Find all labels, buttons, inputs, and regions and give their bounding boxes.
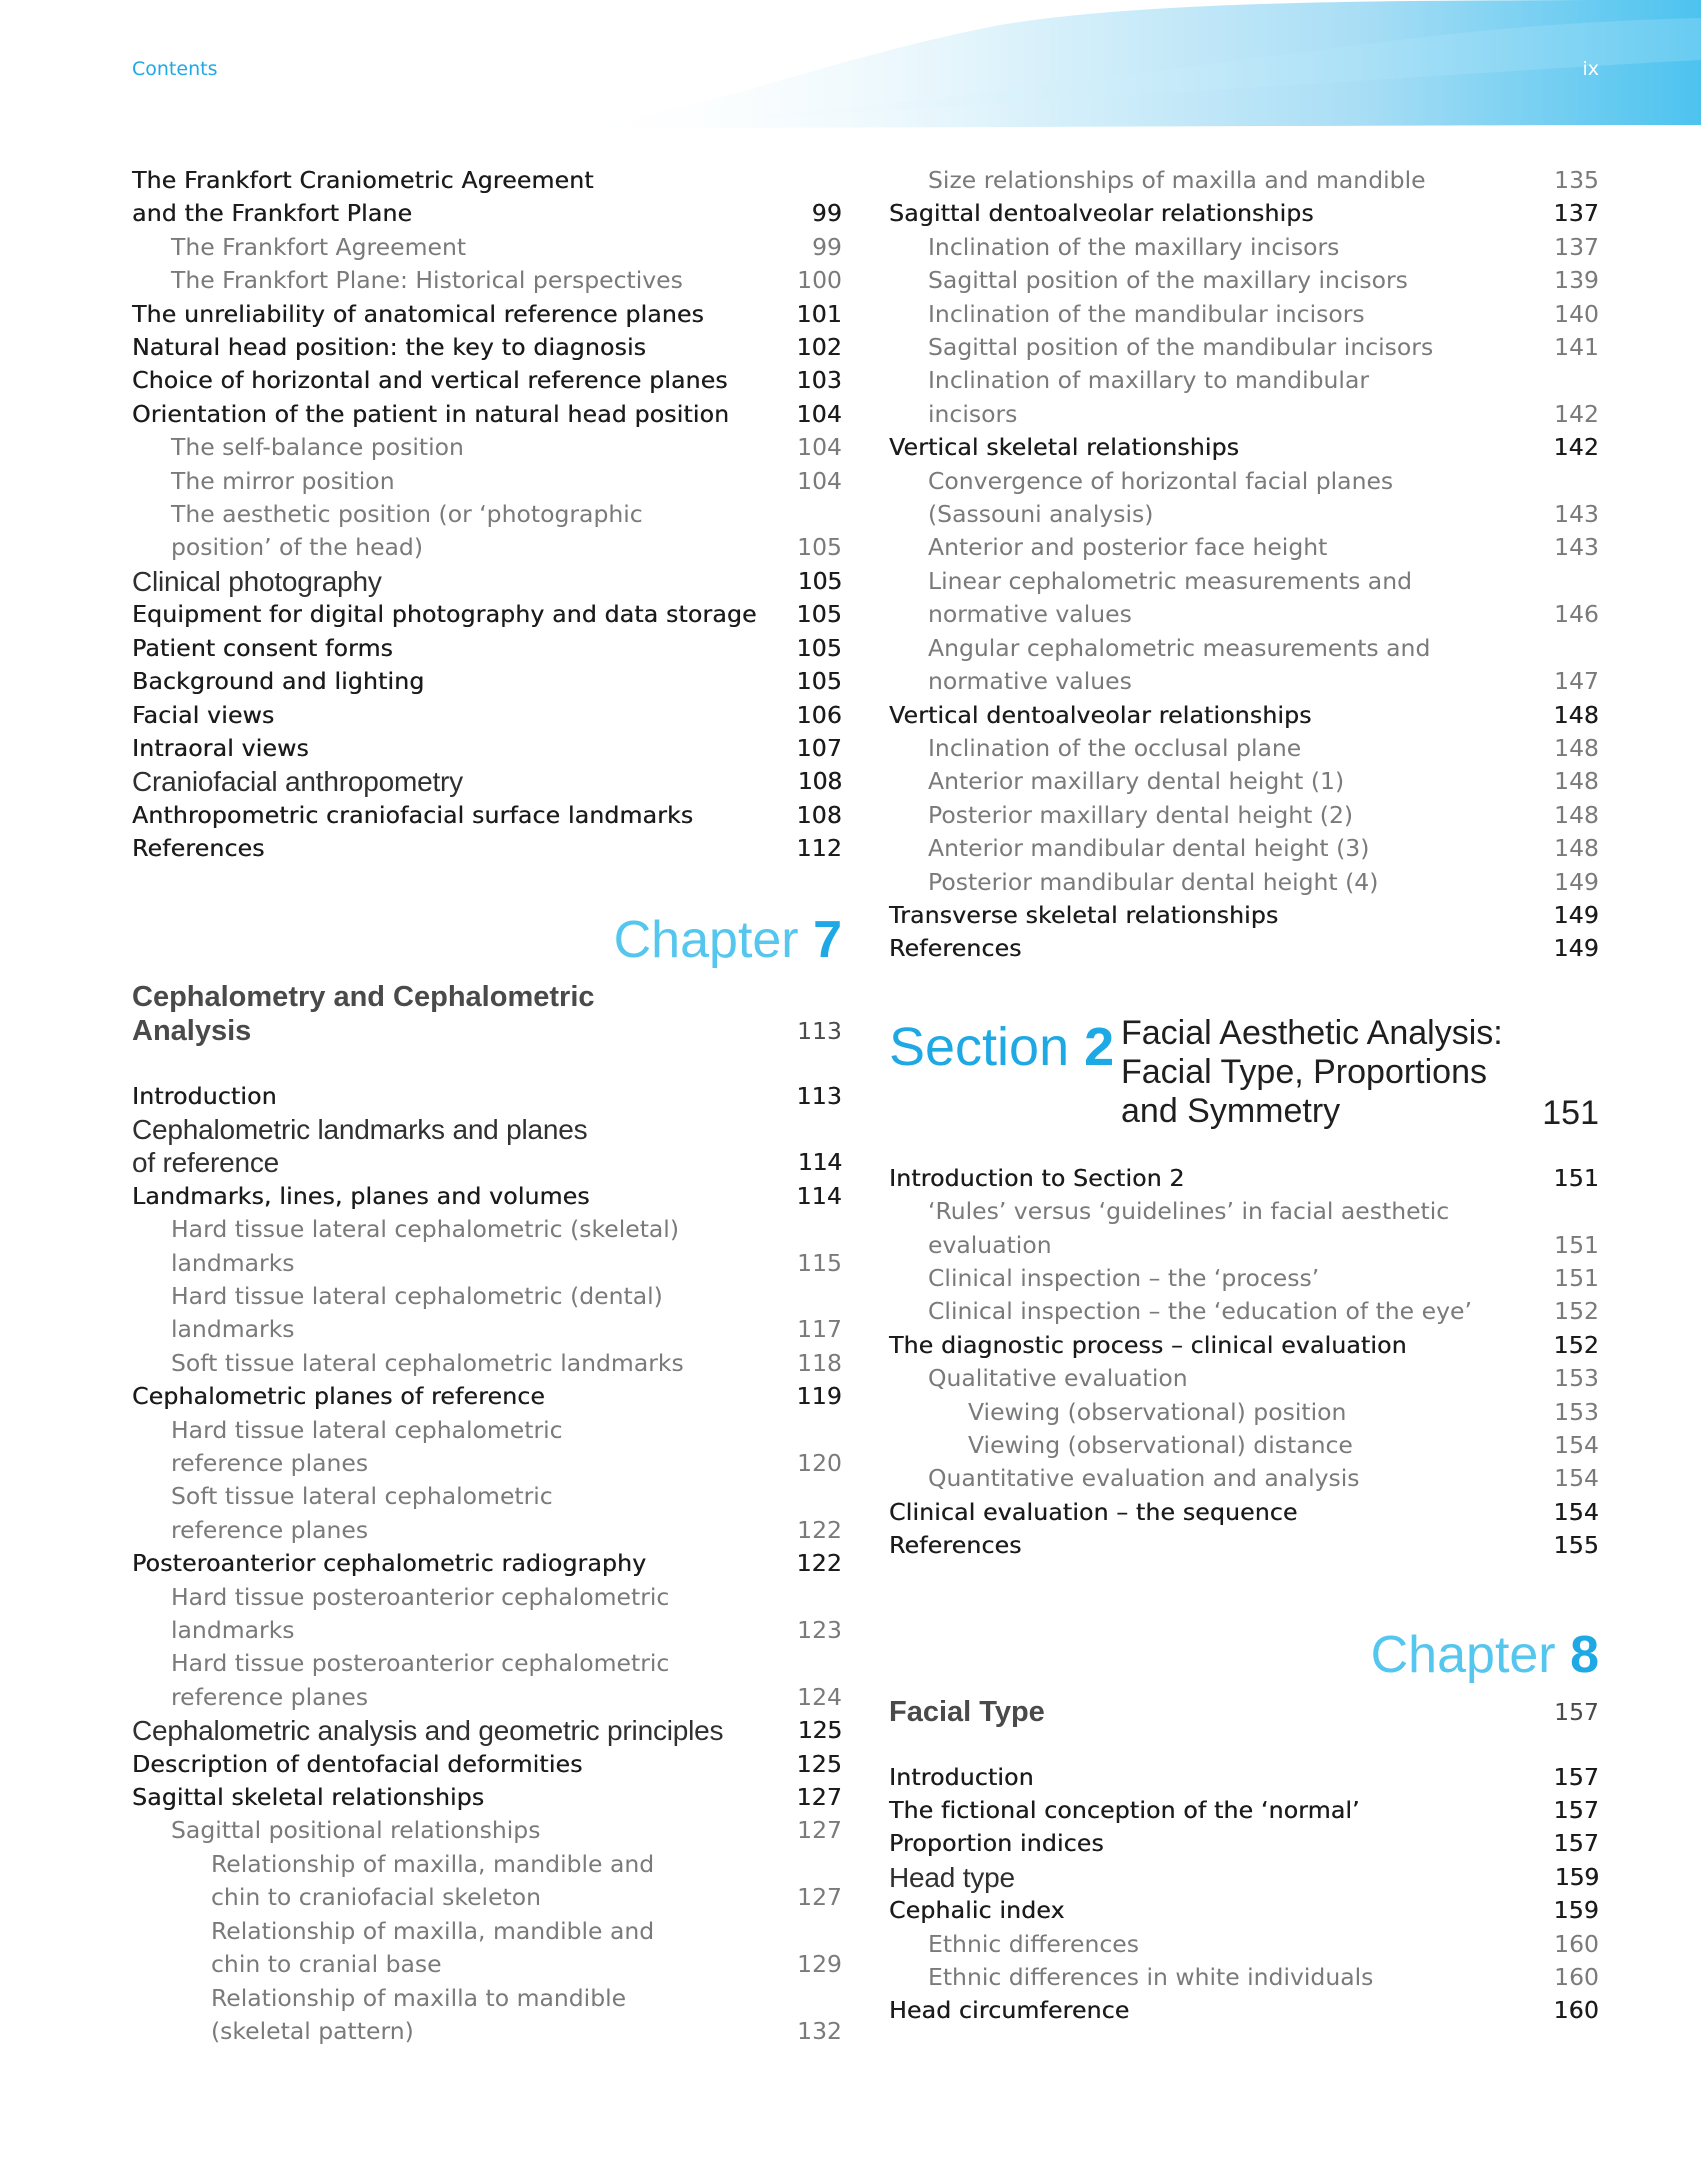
toc-entry-title: Size relationships of maxilla and mandible bbox=[928, 166, 1426, 194]
toc-entry[interactable] bbox=[889, 932, 1599, 965]
toc-entry-title: Viewing (observational) distance bbox=[968, 1431, 1353, 1459]
toc-entry-title: The mirror position bbox=[171, 466, 395, 495]
toc-entry-title: Hard tissue lateral cephalometric bbox=[171, 1415, 563, 1444]
page-ref: 157 bbox=[1553, 1829, 1599, 1858]
toc-entry[interactable] bbox=[889, 1195, 1599, 1228]
toc-entry-title: (skeletal pattern) bbox=[211, 2016, 414, 2045]
toc-entry[interactable] bbox=[132, 732, 842, 765]
toc-entry[interactable] bbox=[889, 1262, 1599, 1295]
page-ref: 142 bbox=[1553, 433, 1599, 462]
toc-entry-title: Posterior mandibular dental height (4) bbox=[928, 867, 1379, 896]
page-ref: 102 bbox=[796, 333, 842, 362]
page-ref: 149 bbox=[1553, 900, 1599, 929]
toc-entry-title: Proportion indices bbox=[889, 1829, 1104, 1858]
toc-entry[interactable] bbox=[132, 331, 842, 364]
toc-entry-title: Equipment for digital photography and data storage bbox=[132, 600, 757, 629]
toc-entry-title: Posteroanterior cephalometric radiography bbox=[132, 1549, 647, 1578]
page-ref: 129 bbox=[797, 1950, 842, 1979]
toc-entry[interactable] bbox=[889, 1162, 1599, 1195]
toc-entry-title: Hard tissue posteroanterior cephalometric bbox=[171, 1649, 670, 1678]
toc-entry-title: Viewing (observational) position bbox=[968, 1397, 1347, 1426]
toc-entry-title: Facial views bbox=[132, 700, 275, 729]
page-ref: 146 bbox=[1554, 600, 1599, 629]
toc-entry-title: Cephalometric analysis and geometric principles bbox=[132, 1715, 724, 1747]
page-ref: 157 bbox=[1553, 1796, 1599, 1825]
toc-entry[interactable] bbox=[132, 665, 842, 698]
toc-entry-title: Ethnic differences bbox=[928, 1929, 1139, 1958]
toc-entry[interactable] bbox=[132, 699, 842, 732]
toc-entry[interactable] bbox=[132, 1313, 842, 1346]
page-ref: 114 bbox=[796, 1181, 842, 1210]
toc-entry-title: Clinical inspection – the ‘education of the eye’ bbox=[928, 1297, 1472, 1326]
page-ref: 151 bbox=[1553, 1163, 1599, 1192]
toc-entry-title: Hard tissue lateral cephalometric (skeletal) bbox=[171, 1215, 680, 1244]
toc-entry[interactable] bbox=[132, 531, 842, 564]
toc-entry[interactable] bbox=[132, 398, 842, 431]
page-ref: 143 bbox=[1554, 533, 1599, 562]
toc-entry[interactable] bbox=[132, 465, 842, 498]
toc-entry[interactable] bbox=[132, 197, 842, 230]
toc-entry-title: Clinical inspection – the ‘process’ bbox=[928, 1263, 1320, 1292]
toc-entry-title: Inclination of the maxillary incisors bbox=[928, 232, 1340, 261]
page-ref: 159 bbox=[1554, 1862, 1599, 1891]
toc-entry-title: Clinical evaluation – the sequence bbox=[889, 1497, 1298, 1526]
page-ref: 108 bbox=[797, 767, 842, 796]
page-ref: 137 bbox=[1554, 232, 1599, 261]
toc-entry[interactable] bbox=[132, 231, 842, 264]
toc-entry[interactable] bbox=[132, 1347, 842, 1380]
toc-entry-title: Linear cephalometric measurements and bbox=[928, 566, 1413, 595]
page-ref: 127 bbox=[796, 1783, 842, 1812]
toc-entry[interactable] bbox=[889, 465, 1599, 498]
toc-entry[interactable] bbox=[889, 1396, 1599, 1429]
toc-entry-title: Anterior mandibular dental height (3) bbox=[928, 834, 1370, 863]
toc-entry[interactable] bbox=[889, 364, 1599, 397]
toc-entry-title: landmarks bbox=[171, 1315, 295, 1344]
page-ref: 152 bbox=[1553, 1330, 1599, 1359]
page-ref: 99 bbox=[811, 199, 842, 228]
toc-entry-title: Landmarks, lines, planes and volumes bbox=[132, 1181, 590, 1210]
page-ref: 106 bbox=[796, 700, 842, 729]
toc-entry-title: Cephalometric landmarks and planes bbox=[132, 1113, 588, 1145]
page-ref: 152 bbox=[1554, 1297, 1599, 1326]
toc-entry-title: Head type bbox=[889, 1861, 1015, 1893]
chapter-title[interactable] bbox=[889, 1695, 1599, 1729]
page-ref: 148 bbox=[1553, 700, 1599, 729]
toc-entry-title: normative values bbox=[928, 667, 1132, 696]
toc-entry[interactable] bbox=[132, 1080, 842, 1113]
toc-entry-title: Sagittal positional relationships bbox=[171, 1816, 541, 1845]
toc-entry[interactable] bbox=[132, 799, 842, 832]
toc-entry[interactable] bbox=[889, 1827, 1599, 1860]
toc-entry-title: Qualitative evaluation bbox=[928, 1364, 1188, 1393]
toc-entry[interactable] bbox=[889, 1295, 1599, 1328]
toc-entry-title: The self-balance position bbox=[171, 433, 464, 462]
page-ref: 113 bbox=[796, 1081, 842, 1110]
page-ref: 125 bbox=[796, 1749, 842, 1778]
toc-entry-title: References bbox=[889, 1531, 1022, 1560]
toc-entry[interactable] bbox=[132, 1380, 842, 1413]
page-ref: 103 bbox=[796, 366, 842, 395]
toc-entry-title: Vertical dentoalveolar relationships bbox=[889, 700, 1312, 729]
toc-entry[interactable] bbox=[889, 1928, 1599, 1961]
toc-entry[interactable] bbox=[132, 1581, 842, 1614]
page-ref: 157 bbox=[1553, 1762, 1599, 1791]
toc-entry[interactable] bbox=[889, 1362, 1599, 1395]
toc-entry-title: (Sassouni analysis) bbox=[928, 500, 1154, 529]
toc-entry-title: Introduction bbox=[132, 1081, 277, 1110]
page-ref: 153 bbox=[1554, 1364, 1599, 1393]
chapter-heading-8 bbox=[889, 1625, 1599, 1685]
toc-entry[interactable] bbox=[889, 799, 1599, 832]
page-ref: 122 bbox=[797, 1515, 842, 1544]
toc-entry-title: Inclination of maxillary to mandibular bbox=[928, 366, 1370, 395]
toc-entry-title: Quantitative evaluation and analysis bbox=[928, 1464, 1360, 1493]
toc-entry-title: Description of dentofacial deformities bbox=[132, 1749, 583, 1778]
toc-entry[interactable] bbox=[132, 598, 842, 631]
page-ref: 139 bbox=[1554, 266, 1599, 295]
toc-entry[interactable] bbox=[889, 231, 1599, 264]
page-ref: 119 bbox=[796, 1382, 842, 1411]
toc-entry-title: Hard tissue posteroanterior cephalometric bbox=[171, 1582, 670, 1611]
toc-entry-title: incisors bbox=[928, 399, 1018, 428]
toc-entry[interactable] bbox=[889, 1761, 1599, 1794]
toc-entry[interactable] bbox=[889, 899, 1599, 932]
page-ref: 143 bbox=[1554, 500, 1599, 529]
page-ref: 135 bbox=[1554, 166, 1599, 194]
page-ref: 105 bbox=[796, 600, 842, 629]
toc-entry[interactable] bbox=[132, 765, 842, 798]
page-ref: 107 bbox=[796, 733, 842, 762]
toc-entry-title: Ethnic differences in white individuals bbox=[928, 1963, 1374, 1992]
toc-entry[interactable] bbox=[132, 1414, 842, 1447]
toc-entry[interactable] bbox=[132, 832, 842, 865]
page-ref: 159 bbox=[1553, 1896, 1599, 1925]
toc-entry[interactable] bbox=[132, 1781, 842, 1814]
chapter-word: Chapter bbox=[1370, 1625, 1556, 1684]
toc-entry-title: Transverse skeletal relationships bbox=[889, 900, 1279, 929]
toc-entry-title: References bbox=[889, 934, 1022, 963]
toc-entry[interactable] bbox=[132, 164, 842, 197]
toc-entry[interactable] bbox=[889, 1894, 1599, 1927]
page-ref: 127 bbox=[797, 1883, 842, 1912]
toc-entry[interactable] bbox=[889, 431, 1599, 464]
page-ref: 137 bbox=[1553, 199, 1599, 228]
toc-entry[interactable] bbox=[132, 1280, 842, 1313]
page-ref: 155 bbox=[1553, 1531, 1599, 1560]
toc-entry-title: Sagittal position of the maxillary incisors bbox=[928, 266, 1408, 295]
toc-list bbox=[132, 164, 842, 866]
section-title-line: Facial Type, Proportions bbox=[1121, 1052, 1487, 1091]
toc-entry-title: Vertical skeletal relationships bbox=[889, 433, 1240, 462]
chapter-title-line: Analysis bbox=[132, 1014, 252, 1047]
toc-entry-title: Soft tissue lateral cephalometric bbox=[171, 1482, 553, 1511]
page-ref: 105 bbox=[796, 667, 842, 696]
toc-entry[interactable] bbox=[132, 1247, 842, 1280]
toc-entry[interactable] bbox=[132, 1614, 842, 1647]
toc-entry-title: Cephalometric planes of reference bbox=[132, 1382, 545, 1411]
toc-entry[interactable] bbox=[132, 1982, 842, 2015]
toc-entry[interactable] bbox=[132, 1113, 842, 1146]
toc-entry[interactable] bbox=[132, 364, 842, 397]
toc-entry-title: landmarks bbox=[171, 1616, 295, 1645]
toc-entry[interactable] bbox=[132, 1915, 842, 1948]
toc-entry-title: reference planes bbox=[171, 1449, 369, 1477]
page-ref: 142 bbox=[1554, 399, 1599, 428]
page-ref: 160 bbox=[1553, 1996, 1599, 2025]
page-ref: 124 bbox=[797, 1682, 842, 1711]
toc-entry-title: Introduction bbox=[889, 1762, 1034, 1791]
toc-entry[interactable] bbox=[889, 1462, 1599, 1495]
toc-list bbox=[889, 1162, 1599, 1563]
toc-entry[interactable] bbox=[132, 1881, 842, 1914]
toc-entry[interactable] bbox=[132, 1948, 842, 1981]
toc-entry[interactable] bbox=[889, 398, 1599, 431]
chapter-heading-7 bbox=[132, 910, 842, 970]
toc-entry-title: Cephalic index bbox=[889, 1896, 1065, 1925]
toc-entry[interactable] bbox=[132, 431, 842, 464]
toc-list bbox=[132, 1080, 842, 2049]
toc-entry-title: and the Frankfort Plane bbox=[132, 199, 413, 228]
toc-entry[interactable] bbox=[132, 1146, 842, 1179]
toc-entry-title: Sagittal dentoalveolar relationships bbox=[889, 199, 1314, 228]
toc-entry[interactable] bbox=[889, 866, 1599, 899]
toc-entry[interactable] bbox=[889, 1329, 1599, 1362]
toc-entry[interactable] bbox=[132, 298, 842, 331]
toc-entry[interactable] bbox=[132, 1547, 842, 1580]
page-ref: 115 bbox=[797, 1248, 842, 1277]
toc-entry-title: The diagnostic process – clinical evaluation bbox=[889, 1330, 1407, 1359]
section-word: Section bbox=[889, 1016, 1070, 1077]
toc-entry-title: Introduction to Section 2 bbox=[889, 1163, 1185, 1192]
toc-entry[interactable] bbox=[889, 164, 1599, 197]
section-number: 2 bbox=[1084, 1016, 1115, 1077]
toc-entry[interactable] bbox=[889, 832, 1599, 865]
page-ref: 100 bbox=[797, 266, 842, 295]
page-ref: 141 bbox=[1554, 333, 1599, 362]
toc-entry[interactable] bbox=[132, 498, 842, 531]
toc-entry[interactable] bbox=[132, 1748, 842, 1781]
toc-entry-title: reference planes bbox=[171, 1515, 369, 1544]
page-ref: 160 bbox=[1554, 1929, 1599, 1958]
toc-entry-title: Orientation of the patient in natural head position bbox=[132, 399, 730, 428]
toc-entry[interactable] bbox=[889, 1861, 1599, 1894]
toc-entry[interactable] bbox=[889, 598, 1599, 631]
toc-entry-title: Hard tissue lateral cephalometric (dental) bbox=[171, 1281, 663, 1310]
page-ref: 148 bbox=[1554, 834, 1599, 863]
toc-entry-title: chin to cranial base bbox=[211, 1950, 442, 1979]
toc-entry[interactable] bbox=[889, 197, 1599, 230]
page-ref: 101 bbox=[796, 299, 842, 328]
toc-left-column bbox=[132, 164, 842, 2048]
toc-entry-title: The Frankfort Plane: Historical perspectives bbox=[171, 266, 683, 295]
page-ref: 149 bbox=[1554, 867, 1599, 896]
section-heading-2[interactable] bbox=[889, 1014, 1599, 1162]
toc-entry[interactable] bbox=[132, 1714, 842, 1747]
toc-entry[interactable] bbox=[889, 1229, 1599, 1262]
toc-entry-title: position’ of the head) bbox=[171, 533, 424, 562]
toc-entry[interactable] bbox=[132, 1814, 842, 1847]
chapter-title[interactable] bbox=[132, 980, 842, 1048]
toc-entry-title: reference planes bbox=[171, 1682, 369, 1711]
chapter-title-line: Facial Type bbox=[889, 1695, 1045, 1728]
toc-entry[interactable] bbox=[132, 565, 842, 598]
page-ref: 157 bbox=[1554, 1697, 1599, 1726]
page-ref: 114 bbox=[797, 1148, 842, 1177]
toc-entry[interactable] bbox=[889, 1529, 1599, 1562]
page-ref: 120 bbox=[797, 1449, 842, 1477]
toc-entry[interactable] bbox=[132, 1213, 842, 1246]
toc-entry-title: normative values bbox=[928, 600, 1132, 629]
toc-entry-title: Sagittal skeletal relationships bbox=[132, 1783, 485, 1812]
toc-entry[interactable] bbox=[132, 1447, 842, 1480]
toc-entry[interactable] bbox=[132, 1480, 842, 1513]
page-ref: 151 bbox=[1554, 1230, 1599, 1259]
toc-entry-title: ‘Rules’ versus ‘guidelines’ in facial aesthetic bbox=[928, 1197, 1450, 1226]
section-title-line: Facial Aesthetic Analysis: bbox=[1121, 1013, 1503, 1052]
page-ref: 99 bbox=[812, 232, 842, 261]
page-ref: 112 bbox=[796, 834, 842, 863]
toc-entry[interactable] bbox=[889, 498, 1599, 531]
page-ref: 154 bbox=[1554, 1431, 1599, 1459]
page-ref: 153 bbox=[1554, 1397, 1599, 1426]
toc-entry-title: Soft tissue lateral cephalometric landmarks bbox=[171, 1348, 684, 1377]
toc-entry-title: The fictional conception of the ‘normal’ bbox=[889, 1796, 1360, 1825]
toc-right-column bbox=[889, 164, 1599, 2028]
toc-entry-title: References bbox=[132, 834, 265, 863]
page-number: ix bbox=[1582, 58, 1599, 80]
toc-entry-title: landmarks bbox=[171, 1248, 295, 1277]
toc-entry[interactable] bbox=[132, 1647, 842, 1680]
running-header: Contents bbox=[132, 58, 218, 80]
toc-entry-title: Craniofacial anthropometry bbox=[132, 766, 463, 798]
page-ref: 123 bbox=[797, 1616, 842, 1645]
toc-entry-title: Relationship of maxilla, mandible and bbox=[211, 1916, 655, 1945]
toc-entry-title: of reference bbox=[132, 1147, 280, 1179]
toc-entry-title: Relationship of maxilla to mandible bbox=[211, 1983, 627, 2012]
toc-entry-title: Choice of horizontal and vertical reference planes bbox=[132, 366, 728, 395]
toc-entry-title: The Frankfort Agreement bbox=[171, 232, 467, 261]
toc-entry-title: Relationship of maxilla, mandible and bbox=[211, 1849, 655, 1878]
toc-entry[interactable] bbox=[889, 331, 1599, 364]
toc-entry-title: Inclination of the occlusal plane bbox=[928, 733, 1302, 762]
toc-entry-title: The aesthetic position (or ‘photographic bbox=[171, 500, 643, 529]
page-ref: 147 bbox=[1554, 667, 1599, 696]
header-banner bbox=[0, 0, 1701, 140]
page-ref: 117 bbox=[797, 1315, 842, 1344]
page-ref: 151 bbox=[1542, 1093, 1599, 1132]
toc-entry-title: Natural head position: the key to diagnosis bbox=[132, 333, 647, 362]
toc-entry[interactable] bbox=[889, 1961, 1599, 1994]
toc-entry[interactable] bbox=[132, 264, 842, 297]
page-ref: 118 bbox=[797, 1348, 842, 1377]
toc-entry-title: The unreliability of anatomical reference planes bbox=[132, 299, 704, 328]
page-ref: 149 bbox=[1553, 934, 1599, 963]
page-ref: 113 bbox=[797, 1016, 842, 1045]
toc-entry[interactable] bbox=[889, 632, 1599, 665]
toc-entry-title: Inclination of the mandibular incisors bbox=[928, 299, 1365, 328]
toc-entry[interactable] bbox=[889, 732, 1599, 765]
page-ref: 105 bbox=[797, 566, 842, 595]
page-ref: 105 bbox=[797, 533, 842, 562]
toc-entry-title: evaluation bbox=[928, 1230, 1052, 1259]
page-ref: 148 bbox=[1554, 800, 1599, 829]
toc-entry[interactable] bbox=[132, 1848, 842, 1881]
chapter-title-line: Cephalometry and Cephalometric bbox=[132, 980, 595, 1013]
toc-entry-title: Background and lighting bbox=[132, 667, 425, 696]
toc-entry[interactable] bbox=[889, 765, 1599, 798]
toc-entry[interactable] bbox=[889, 665, 1599, 698]
toc-entry-title: Clinical photography bbox=[132, 565, 382, 597]
toc-entry[interactable] bbox=[889, 1496, 1599, 1529]
toc-entry-title: Posterior maxillary dental height (2) bbox=[928, 800, 1354, 829]
chapter-number: 7 bbox=[813, 910, 842, 969]
toc-entry[interactable] bbox=[132, 1514, 842, 1547]
page-ref: 104 bbox=[796, 399, 842, 428]
toc-entry[interactable] bbox=[889, 1794, 1599, 1827]
page-ref: 127 bbox=[797, 1816, 842, 1845]
toc-list bbox=[889, 164, 1599, 966]
page-ref: 140 bbox=[1554, 299, 1599, 328]
toc-entry[interactable] bbox=[889, 1994, 1599, 2027]
toc-entry-title: Anthropometric craniofacial surface landmarks bbox=[132, 800, 694, 829]
page-ref: 104 bbox=[797, 466, 842, 495]
toc-entry-title: chin to craniofacial skeleton bbox=[211, 1883, 542, 1912]
toc-entry[interactable] bbox=[889, 298, 1599, 331]
toc-entry[interactable] bbox=[889, 699, 1599, 732]
chapter-word: Chapter bbox=[613, 910, 799, 969]
page-ref: 148 bbox=[1554, 767, 1599, 796]
toc-entry-title: Anterior and posterior face height bbox=[928, 533, 1328, 562]
toc-entry-title: Intraoral views bbox=[132, 733, 309, 762]
toc-entry-title: Anterior maxillary dental height (1) bbox=[928, 767, 1345, 796]
page-ref: 148 bbox=[1554, 733, 1599, 762]
toc-entry[interactable] bbox=[132, 2015, 842, 2048]
toc-entry-title: Convergence of horizontal facial planes bbox=[928, 466, 1394, 495]
toc-entry[interactable] bbox=[889, 1429, 1599, 1462]
page-ref: 160 bbox=[1554, 1963, 1599, 1992]
page-ref: 108 bbox=[796, 800, 842, 829]
page-ref: 151 bbox=[1554, 1263, 1599, 1292]
page-ref: 132 bbox=[797, 2016, 842, 2045]
page-ref: 122 bbox=[796, 1549, 842, 1578]
toc-entry[interactable] bbox=[889, 565, 1599, 598]
toc-entry-title: The Frankfort Craniometric Agreement bbox=[132, 166, 594, 194]
page-ref: 154 bbox=[1554, 1464, 1599, 1493]
toc-entry[interactable] bbox=[132, 1180, 842, 1213]
toc-entry-title: Head circumference bbox=[889, 1996, 1130, 2025]
chapter-number: 8 bbox=[1570, 1625, 1599, 1684]
toc-entry-title: Sagittal position of the mandibular incisors bbox=[928, 333, 1434, 362]
page-ref: 105 bbox=[796, 633, 842, 662]
toc-list bbox=[889, 1761, 1599, 2028]
section-title-line: and Symmetry bbox=[1121, 1091, 1341, 1130]
page-ref: 125 bbox=[797, 1716, 842, 1745]
toc-entry[interactable] bbox=[132, 1681, 842, 1714]
toc-entry[interactable] bbox=[889, 264, 1599, 297]
toc-entry-title: Angular cephalometric measurements and bbox=[928, 633, 1431, 662]
page-ref: 154 bbox=[1553, 1497, 1599, 1526]
toc-entry[interactable] bbox=[132, 632, 842, 665]
page-ref: 104 bbox=[797, 433, 842, 462]
toc-entry-title: Patient consent forms bbox=[132, 633, 394, 662]
toc-entry[interactable] bbox=[889, 531, 1599, 564]
